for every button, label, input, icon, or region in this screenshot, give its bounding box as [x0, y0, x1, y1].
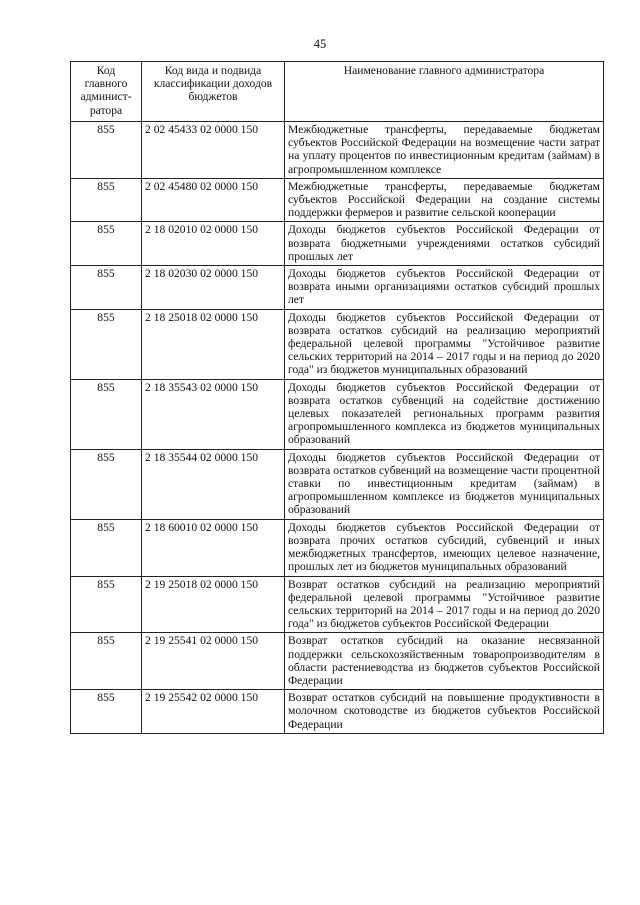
table-row — [71, 122, 604, 179]
classification-code-cell: 2 19 25541 02 0000 150 — [142, 633, 285, 690]
classification-code-cell: 2 18 02030 02 0000 150 — [142, 266, 285, 310]
header-classification-code: Код вида и подвида классификации доходов бюджетов — [142, 62, 285, 122]
classification-code-cell: 2 19 25018 02 0000 150 — [142, 576, 285, 633]
admin-name-cell: Межбюджетные трансферты, передаваемые бюджетам субъектов Российской Федерации на создание системы поддержки фермеров и развитие сельской кооперации — [285, 178, 604, 222]
classification-code-cell: 2 02 45480 02 0000 150 — [142, 178, 285, 222]
admin-code-cell: 855 — [71, 449, 142, 519]
table-row — [71, 449, 604, 519]
admin-code-cell: 855 — [71, 633, 142, 690]
admin-name-cell: Доходы бюджетов субъектов Российской Федерации от возврата бюджетными учреждениями остатков субсидий прошлых лет — [285, 222, 604, 266]
admin-name-cell: Доходы бюджетов субъектов Российской Федерации от возврата остатков субвенций на содействие достижению целевых показателей региональных программ развития агропромышленного комплекса из бюджетов муниципальных образований — [285, 379, 604, 449]
admin-name-cell: Возврат остатков субсидий на повышение продуктивности в молочном скотоводстве из бюджетов субъектов Российской Федерации — [285, 690, 604, 734]
admin-code-cell: 855 — [71, 178, 142, 222]
table-row — [71, 519, 604, 576]
table-row — [71, 222, 604, 266]
classification-code-cell: 2 19 25542 02 0000 150 — [142, 690, 285, 734]
admin-code-cell: 855 — [71, 519, 142, 576]
admin-name-cell: Доходы бюджетов субъектов Российской Федерации от возврата остатков субсидий на реализацию мероприятий федеральной целевой программы "Устойчивое развитие сельских территорий на 2014 – 2017 годы и на период до 2020 года" из бюджетов муниципальных образований — [285, 309, 604, 379]
admin-code-cell: 855 — [71, 222, 142, 266]
admin-code-cell: 855 — [71, 690, 142, 734]
table-row — [71, 266, 604, 310]
admin-code-cell: 855 — [71, 266, 142, 310]
admin-name-cell: Доходы бюджетов субъектов Российской Федерации от возврата остатков субвенций на возмещение части процентной ставки по инвестиционным кредитам (займам) в агропромышленном комплексе из бюджетов муниципальных образований — [285, 449, 604, 519]
admin-name-cell: Доходы бюджетов субъектов Российской Федерации от возврата прочих остатков субсидий, субвенций и иных межбюджетных трансфертов, имеющих целевое назначение, прошлых лет из бюджетов муниципальных образований — [285, 519, 604, 576]
admin-name-cell: Возврат остатков субсидий на реализацию мероприятий федеральной целевой программы "Устойчивое развитие сельских территорий на 2014 – 2017 годы и на период до 2020 года" из бюджетов субъектов Российской Федерации — [285, 576, 604, 633]
table-row — [71, 309, 604, 379]
table-row — [71, 690, 604, 734]
classification-code-cell: 2 18 35544 02 0000 150 — [142, 449, 285, 519]
admin-name-cell: Возврат остатков субсидий на оказание несвязанной поддержки сельскохозяйственным товаропроизводителям в области растениеводства из бюджетов субъектов Российской Федерации — [285, 633, 604, 690]
admin-code-cell: 855 — [71, 122, 142, 179]
header-admin-code: Код главного админист-ратора — [71, 62, 142, 122]
table-row — [71, 576, 604, 633]
classification-code-cell: 2 18 60010 02 0000 150 — [142, 519, 285, 576]
header-admin-name: Наименование главного администратора — [285, 62, 604, 122]
classification-code-cell: 2 18 02010 02 0000 150 — [142, 222, 285, 266]
page-number: 45 — [313, 37, 327, 51]
classification-code-cell: 2 18 25018 02 0000 150 — [142, 309, 285, 379]
admin-code-cell: 855 — [71, 309, 142, 379]
table-header-row — [71, 62, 604, 122]
classification-code-cell: 2 18 35543 02 0000 150 — [142, 379, 285, 449]
table-row — [71, 178, 604, 222]
table-row — [71, 379, 604, 449]
table-row — [71, 633, 604, 690]
admin-name-cell: Доходы бюджетов субъектов Российской Федерации от возврата иными организациями остатков субсидий прошлых лет — [285, 266, 604, 310]
admin-name-cell: Межбюджетные трансферты, передаваемые бюджетам субъектов Российской Федерации на возмещение части затрат на уплату процентов по инвестиционным кредитам (займам) в агропромышленном комплексе — [285, 122, 604, 179]
admin-code-cell: 855 — [71, 576, 142, 633]
revenue-administrators-table — [70, 61, 604, 734]
admin-code-cell: 855 — [71, 379, 142, 449]
classification-code-cell: 2 02 45433 02 0000 150 — [142, 122, 285, 179]
